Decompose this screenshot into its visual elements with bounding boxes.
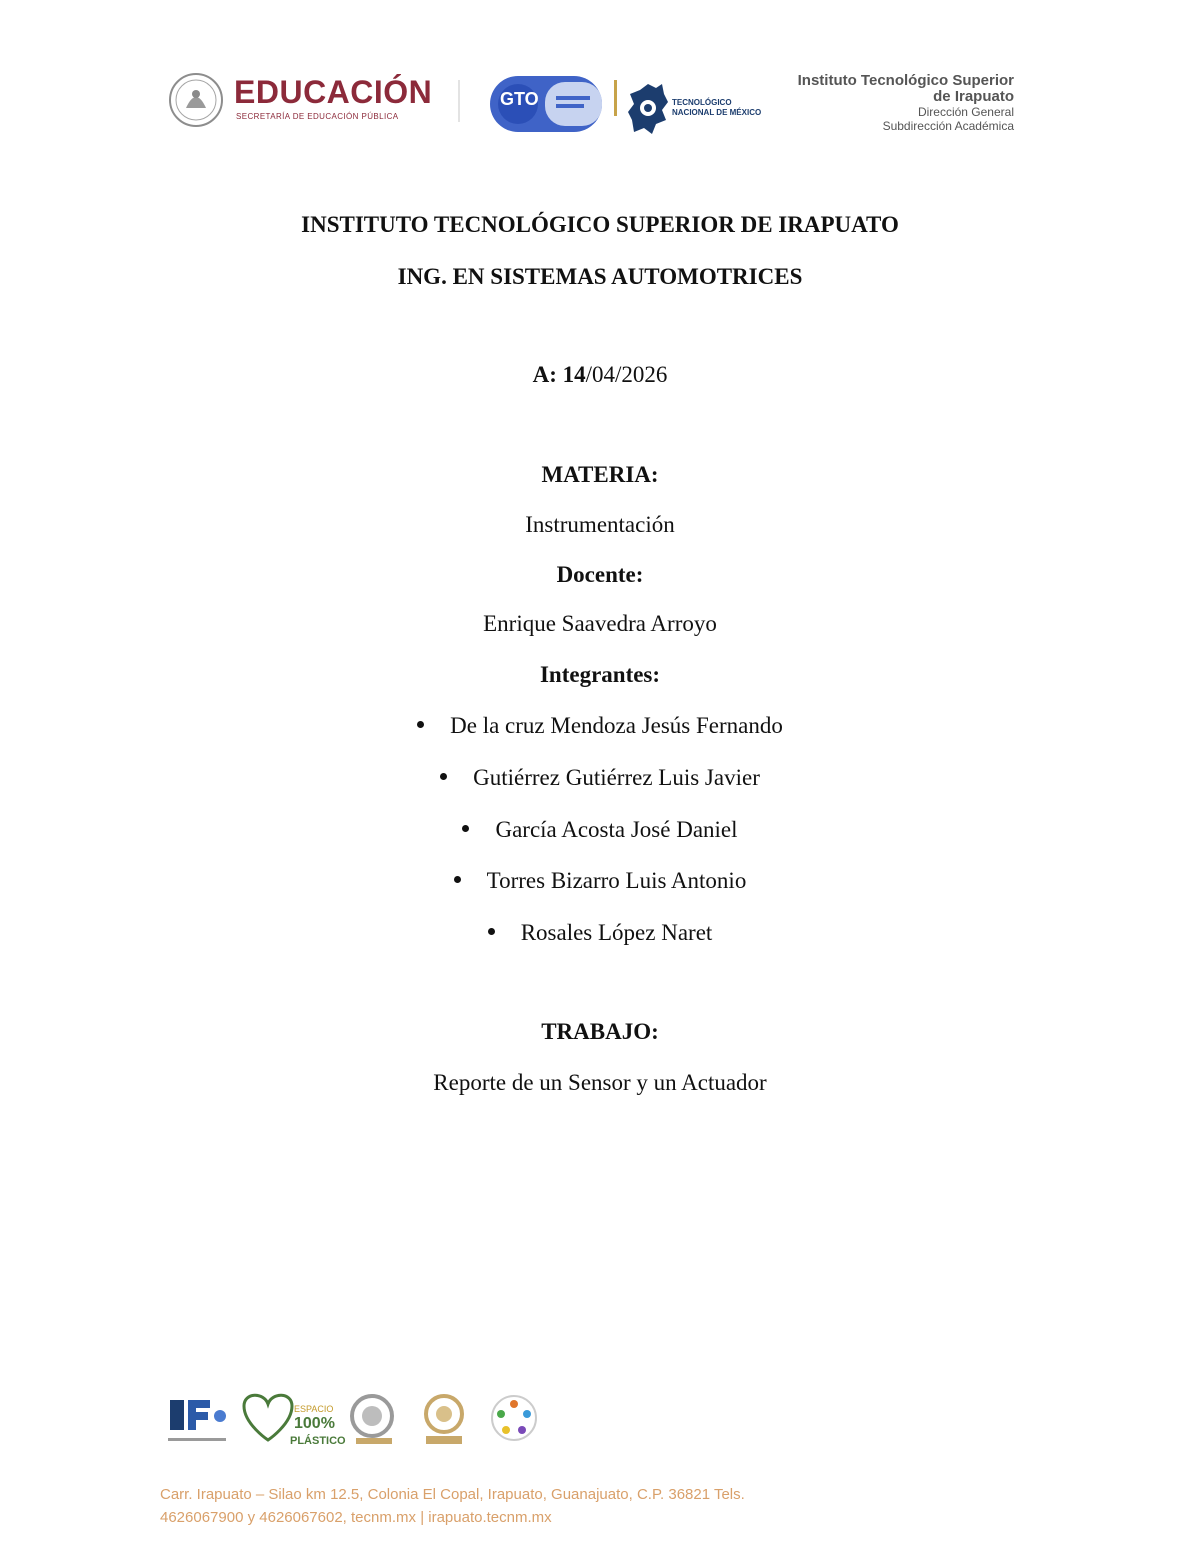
date-value: /04/2026 [585, 362, 668, 387]
tecnm-line2: NACIONAL DE MÉXICO [672, 108, 762, 117]
member-name: De la cruz Mendoza Jesús Fernando [450, 713, 783, 738]
subject-value: Instrumentación [525, 512, 675, 537]
subdirection-label: Subdirección Académica [882, 119, 1014, 133]
seal-gold-icon [426, 1396, 462, 1444]
members-label: Integrantes: [539, 662, 661, 687]
direction-label: Dirección General [917, 105, 1014, 119]
subject-label: MATERIA: [541, 462, 659, 487]
institute-name-line2: de Irapuato [933, 88, 1014, 105]
header-divider [458, 80, 460, 122]
teacher-value: Enrique Saavedra Arroyo [483, 611, 717, 636]
list-item [0, 817, 1200, 843]
header-divider-gold [614, 80, 617, 116]
institute-title: INSTITUTO TECNOLÓGICO SUPERIOR DE IRAPUATO [301, 212, 899, 237]
tecnm-wordmark [672, 98, 761, 118]
bullet-icon [488, 928, 495, 935]
member-name: Torres Bizarro Luis Antonio [486, 868, 747, 893]
list-item [0, 920, 1200, 946]
bullet-icon [454, 876, 461, 883]
list-item [0, 713, 1200, 739]
sep-wordmark: EDUCACIÓN [234, 74, 433, 110]
career-title: ING. EN SISTEMAS AUTOMOTRICES [397, 264, 803, 289]
footer-address-line1: Carr. Irapuato – Silao km 12.5, Colonia El Copal, Irapuato, Guanajuato, C.P. 36821 Tels. [160, 1486, 745, 1503]
date-line [0, 362, 1200, 388]
gto-label: GTO [500, 89, 539, 109]
date-label: A: [532, 362, 557, 387]
sep-logo [168, 72, 438, 134]
svg-text:100%: 100% [294, 1415, 335, 1432]
bullet-icon [462, 825, 469, 832]
institute-header-block [798, 73, 1014, 133]
sep-subtitle: SECRETARÍA DE EDUCACIÓN PÚBLICA [236, 112, 399, 121]
member-name: Rosales López Naret [520, 920, 713, 945]
teacher-label: Docente: [556, 562, 644, 587]
bullet-icon [440, 773, 447, 780]
institute-name-line1: Instituto Tecnológico Superior [797, 72, 1014, 89]
seal-gray-icon [352, 1396, 392, 1444]
footer-certification-logos [164, 1388, 544, 1454]
bullet-icon [417, 721, 424, 728]
member-name: García Acosta José Daniel [495, 817, 738, 842]
list-item [0, 868, 1200, 894]
plastic-free-logo-icon [244, 1395, 346, 1447]
footer-address-line2: 4626067900 y 4626067602, tecnm.mx | irapuato.tecnm.mx [160, 1509, 552, 1526]
svg-text:ESPACIO: ESPACIO [294, 1404, 334, 1414]
mexico-seal-icon [168, 72, 224, 128]
member-name: Gutiérrez Gutiérrez Luis Javier [473, 765, 760, 790]
date-day: 14 [562, 362, 586, 387]
work-value: Reporte de un Sensor y un Actuador [433, 1070, 767, 1095]
tecnm-gear-icon [628, 80, 668, 138]
work-label: TRABAJO: [541, 1019, 659, 1044]
tecnm-line1: TECNOLÓGICO [672, 98, 732, 107]
inclusion-logo-icon [492, 1396, 536, 1440]
svg-text:PLÁSTICO: PLÁSTICO [290, 1435, 346, 1447]
list-item [0, 765, 1200, 791]
ise-logo-icon [168, 1400, 226, 1441]
